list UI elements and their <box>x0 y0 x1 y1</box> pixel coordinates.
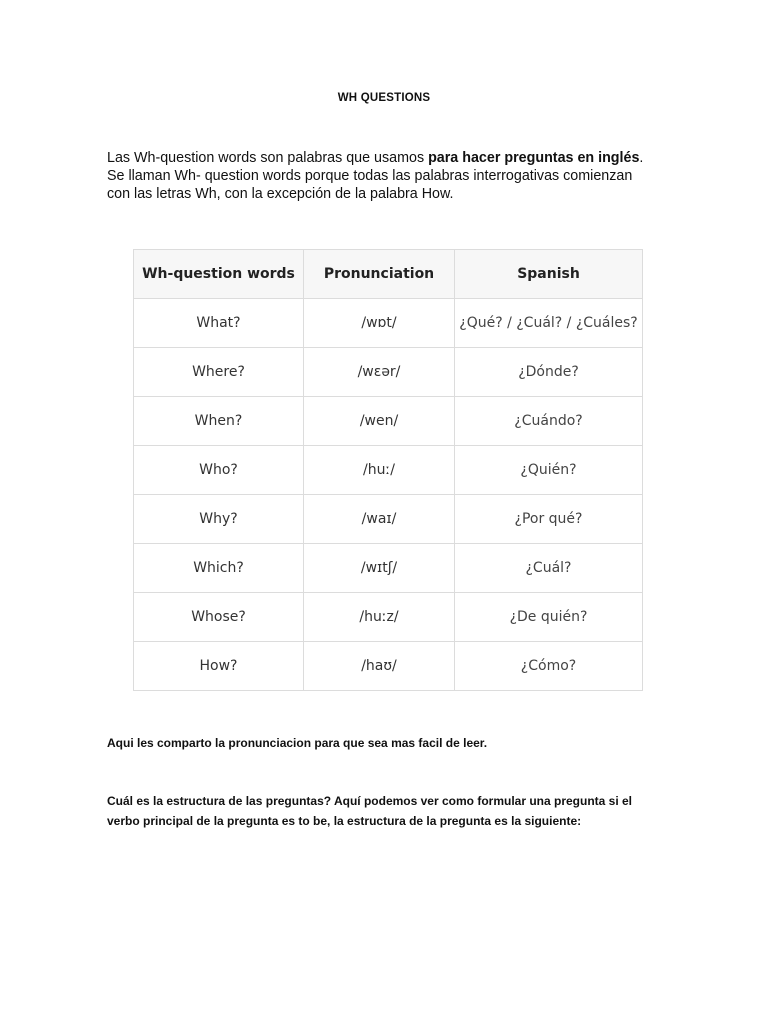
pronunciation-note: Aqui les comparto la pronunciacion para que sea mas facil de leer. <box>107 736 488 750</box>
pronunciation-cell: /huː/ <box>304 446 455 495</box>
header-wh-question-words: Wh-question words <box>134 250 304 299</box>
header-spanish: Spanish <box>455 250 643 299</box>
word-cell: What? <box>134 299 304 348</box>
header-pronunciation: Pronunciation <box>304 250 455 299</box>
spanish-cell: ¿Qué? / ¿Cuál? / ¿Cuáles? <box>455 299 643 348</box>
intro-text-1: Las Wh-question words son palabras que usamos <box>107 150 429 166</box>
page-title: WH QUESTIONS <box>337 92 431 104</box>
table-row <box>134 544 643 593</box>
pronunciation-cell: /wen/ <box>304 397 455 446</box>
intro-bold-text: para hacer preguntas en inglés <box>428 150 640 166</box>
table-row <box>134 495 643 544</box>
spanish-cell: ¿Cuándo? <box>455 397 643 446</box>
pronunciation-cell: /haʊ/ <box>304 642 455 691</box>
table-row <box>134 348 643 397</box>
word-cell: Who? <box>134 446 304 495</box>
spanish-cell: ¿Por qué? <box>455 495 643 544</box>
spanish-cell: ¿Dónde? <box>455 348 643 397</box>
spanish-cell: ¿De quién? <box>455 593 643 642</box>
table-row <box>134 397 643 446</box>
word-cell: Why? <box>134 495 304 544</box>
pronunciation-cell: /wɒt/ <box>304 299 455 348</box>
wh-questions-table <box>133 249 643 691</box>
word-cell: When? <box>134 397 304 446</box>
table-row <box>134 299 643 348</box>
pronunciation-cell: /wɛər/ <box>304 348 455 397</box>
pronunciation-cell: /huːz/ <box>304 593 455 642</box>
word-cell: Where? <box>134 348 304 397</box>
table-row <box>134 446 643 495</box>
table-row <box>134 593 643 642</box>
spanish-cell: ¿Cuál? <box>455 544 643 593</box>
spanish-cell: ¿Quién? <box>455 446 643 495</box>
spanish-cell: ¿Cómo? <box>455 642 643 691</box>
word-cell: Which? <box>134 544 304 593</box>
table-row <box>134 642 643 691</box>
intro-text-2: . Se llaman Wh- question words porque todas las palabras interrogativas comienzan con las letras Wh, con la excepción de la palabra How. <box>107 150 644 202</box>
table-header-row <box>134 250 643 299</box>
word-cell: How? <box>134 642 304 691</box>
intro-paragraph <box>107 149 652 203</box>
pronunciation-cell: /waɪ/ <box>304 495 455 544</box>
pronunciation-cell: /wɪtʃ/ <box>304 544 455 593</box>
word-cell: Whose? <box>134 593 304 642</box>
structure-note: Cuál es la estructura de las preguntas? Aquí podemos ver como formular una pregunta si el verbo principal de la pregunta es to be, la estructura de la pregunta es la siguiente: <box>107 794 633 828</box>
